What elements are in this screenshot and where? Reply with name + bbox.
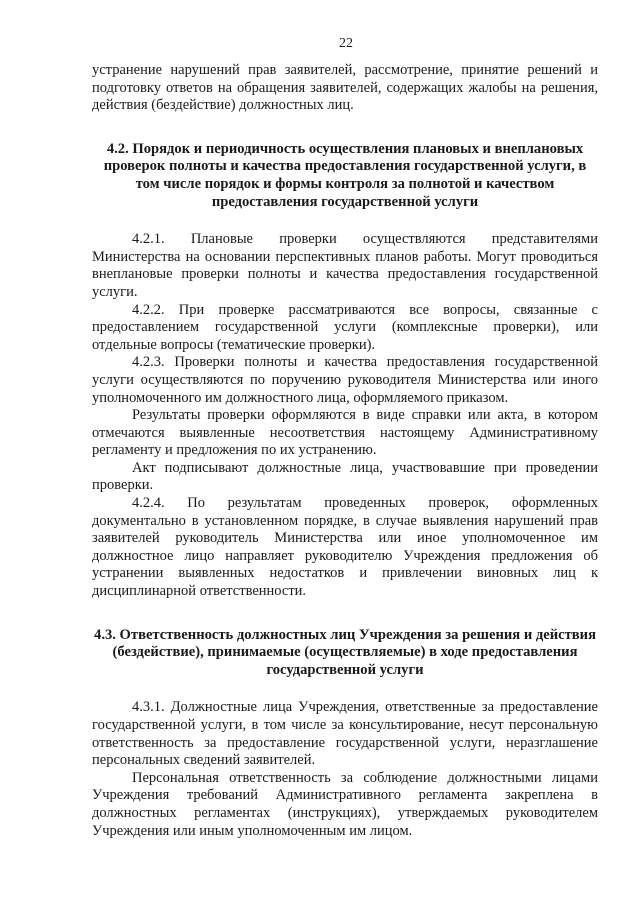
paragraph-act: Акт подписывают должностные лица, участвовавшие при проведении проверки.	[92, 459, 598, 494]
paragraph-4-2-4: 4.2.4. По результатам проведенных проверок, оформленных документально в установленном порядке, в случае выявления нарушений прав заявителей руководитель Министерства или иное уполномоченное им должностное лицо направляет руководителю Учреждения предложения об устранении выявленных недостатков и привлечении виновных лиц к дисциплинарной ответственности.	[92, 495, 598, 600]
paragraph-4-3-1: 4.3.1. Должностные лица Учреждения, ответственные за предоставление государственной услуги, в том числе за консультирование, несут персональную ответственность за предоставление государственной услуги, неразглашение персональных сведений заявителей.	[92, 699, 598, 769]
paragraph-4-2-3: 4.2.3. Проверки полноты и качества предоставления государственной услуги осуществляются по поручению руководителя Министерства или иного уполномоченного им должностного лица, оформляемого приказом.	[92, 354, 598, 406]
paragraph-personal-responsibility: Персональная ответственность за соблюдение должностными лицами Учреждения требований Административного регламента закреплена в должностных регламентах (инструкциях), утверждаемых руководителем Учреждения или иным уполномоченным им лицом.	[92, 769, 598, 839]
page-number: 22	[339, 36, 353, 51]
paragraph-4-2-1: 4.2.1. Плановые проверки осуществляются представителями Министерства на основании перспективных планов работы. Могут проводиться внеплановые проверки полноты и качества предоставления государственной услуги.	[92, 231, 598, 300]
paragraph-4-2-2: 4.2.2. При проверке рассматриваются все вопросы, связанные с предоставлением государственной услуги (комплексные проверки), или отдельные вопросы (тематические проверки).	[92, 301, 598, 353]
paragraph-results: Результаты проверки оформляются в виде справки или акта, в котором отмечаются выявленные несоответствия настоящему Административному регламенту и предложения по их устранению.	[92, 407, 598, 459]
section-4-2-heading: 4.2. Порядок и периодичность осуществления плановых и внеплановых проверок полноты и качества предоставления государственной услуги, в том числе порядок и формы контроля за полнотой и качеством предоставления государственной услуги	[103, 140, 587, 210]
section-4-3-heading: 4.3. Ответственность должностных лиц Учреждения за решения и действия (бездействие), принимаемые (осуществляемые) в ходе предоставления государственной услуги	[94, 626, 596, 678]
intro-paragraph: устранение нарушений прав заявителей, рассмотрение, принятие решений и подготовку ответов на обращения заявителей, содержащих жалобы на решения, действия (бездействие) должностных лиц.	[92, 62, 598, 114]
